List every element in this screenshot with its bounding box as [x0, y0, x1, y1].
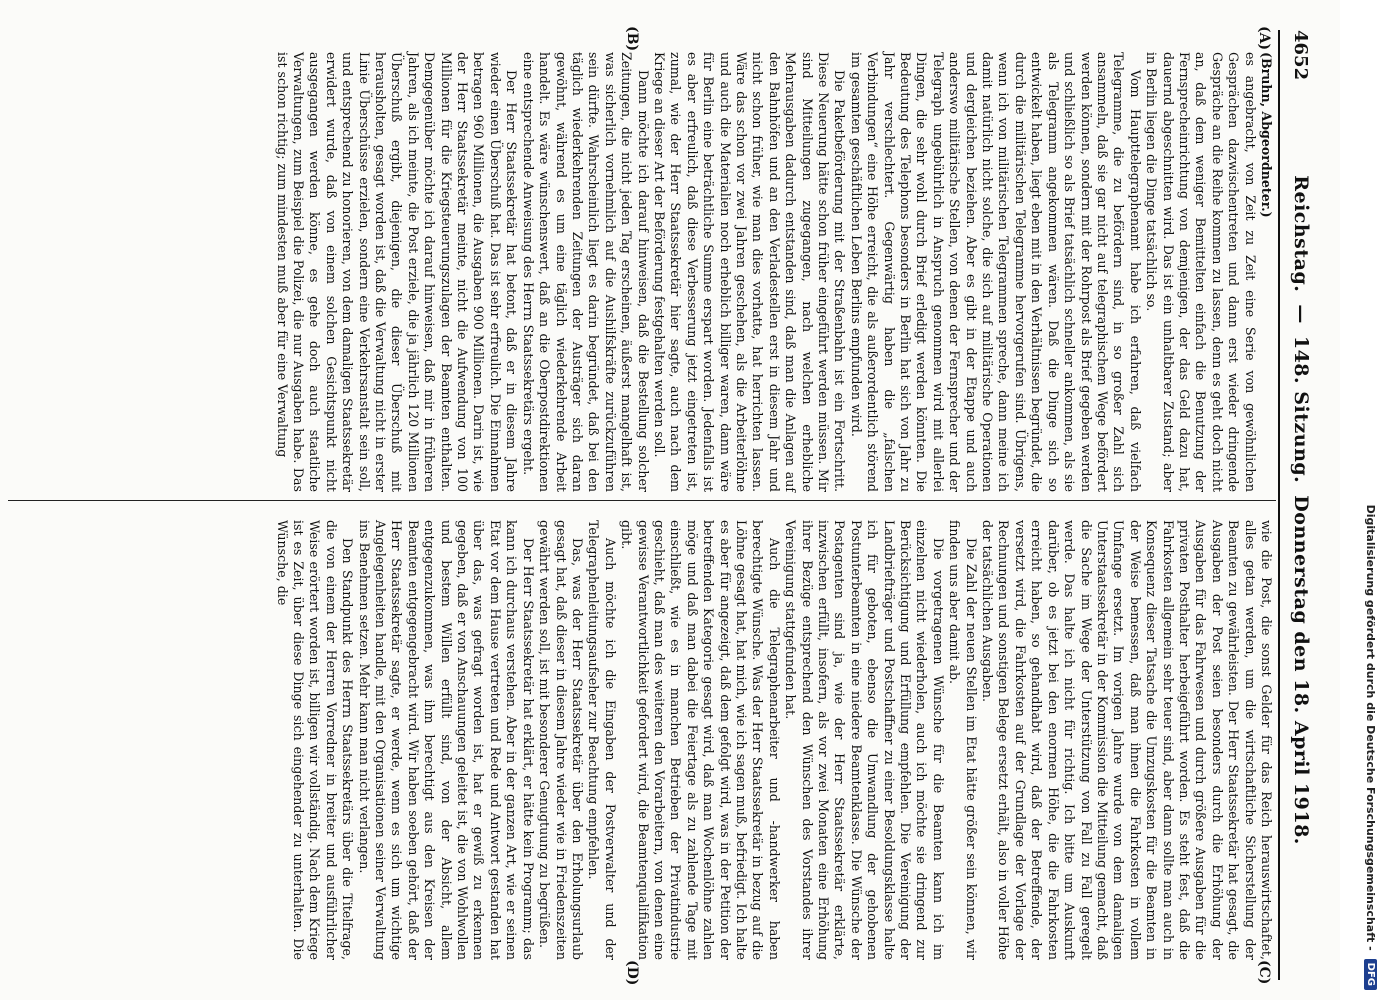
credit-text: Digitalisierung gefördert durch die Deutsche Forschungsgemeinschaft - — [1364, 504, 1378, 951]
paragraph: Den Standpunkt des Herrn Staatssekretärs über die Titelfrage, die von einem der Herren Vorredner in breiter und ausführlicher Weise erörtert worden ist, billigen wir vollständig. Nach dem Kriege ist es Zeit, über diese Dinge sich eingehender zu unterhalten. Die Wünsche, die — [274, 520, 356, 960]
header-rule — [1278, 30, 1280, 980]
paragraph: wie die Post, die sonst Gelder für das Reich herauswirtschaftet, alles getan werden, um die wirtschaftliche Sicherstellung der Beamten zu gewährleisten. Der Herr Staatssekretär hat gesagt, die Ausgaben der Post seien besonders durch die Erhöhung der Ausgaben für das Fahrwesen und durch größere Ausgaben für die privaten Posthalter herbeigeführt worden. Es steht fest, daß die Fahrkosten allgemein sehr teuer sind, aber dann sollte man auch in Konsequenz dieser Tatsache die Umzugskosten für die Beamten in der Weise bemessen, daß man ihnen die Fahrkosten in vollem Umfange ersetzt. Im vorigen Jahre wurde von dem damaligen Unterstaatssekretär in der Kommission die Mitteilung gemacht, daß die Sache im Wege der Unterstützung von Fall zu Fall geregelt werde. Das halte ich nicht für richtig. Ich bitte um Auskunft darüber, ob es jetzt bei den enormen Höhe, die die Fahrkosten erreicht haben, so gehandhabt wird, daß der Betreffende, der versetzt wird, die Fahrkosten auf der Grundlage der Vorlage der Rechnungen und sonstigen Belege ersetzt erhält, also in voller Höhe der tatsächlichen Ausgaben. — [980, 520, 1274, 960]
paragraph: Der Herr Staatssekretär hat betont, daß er in diesem Jahre wieder einen Überschuß hat. Das ist sehr erfreulich. Die Einnahmen betragen 960 Millionen, die Ausgaben 900 Millionen. Darin ist, wie der Herr Staatssekretär meinte, nicht die Aufwendung von 100 Millionen für die Kriegsteuerungszulagen der Beamten enthalten. Demgegenüber möchte ich darauf hinweisen, daß mir in früheren Jahren, als ich meinte, die Post erziele, die ja jährlich 120 Millionen Überschuß ergibt, diejenigen, die dieser Überschuß mit herausholten, gesagt worden ist, daß die Verwaltung nicht in erster Linie Überschüsse erzielen, sondern eine Verkehrsanstalt sein soll, und entsprechend zu honorieren, von dem damaligen Staatssekretär erwidert wurde, daß von einem solchen Gesichtspunkt nicht ausgegangen werden könne, es gehe doch auch staatliche Verwaltungen, zum Beispiel die Polizei, die nur Ausgaben habe. Das ist schon richtig; zum mindesten muß aber für eine Verwaltung — [274, 52, 520, 492]
header-date: Donnerstag den 18. April 1918. — [1290, 495, 1312, 845]
margin-marker-a: (A) — [1256, 26, 1272, 51]
right-column — [273, 520, 1274, 960]
header-title — [1290, 169, 1312, 851]
page-number: 4652 — [1290, 30, 1312, 81]
header-reichstag: Reichstag. — [1290, 175, 1312, 293]
dfg-logo: DFG — [1365, 959, 1378, 990]
digitization-credit — [1360, 10, 1382, 990]
paragraph: Die vorgetragenen Wünsche für die Beamten kann ich im einzelnen nicht wiederholen, auch ich möchte sie dringend zur Berücksichtigung und Erfüllung empfehlen. Die Vereinigung der Landbriefträger und Postschaffner zu einer Besoldungsklasse halte ich für geboten, ebenso die Umwandlung der gehobenen Postunterbeamten in eine niedere Beamtenklasse. Die Wünsche der Postagenten sind ja, wie der Herr Staatssekretär erklärte, inzwischen erfüllt, insofern, als vor zwei Monaten eine Erhöhung ihrer Bezüge entsprechend den Wünschen des Vorstandes ihrer Vereinigung stattgefunden hat. — [783, 520, 946, 960]
page-header — [1284, 30, 1318, 980]
margin-marker-d: (D) — [624, 960, 640, 986]
margin-marker-b: (B) — [624, 26, 640, 52]
paragraph: Auch die Telegraphenarbeiter und -handwerker haben berechtigte Wünsche. Was der Herr Staatssekretär in bezug auf die Löhne gesagt hat, hat mich, wie ich sagen muß, befriedigt. Ich halte es aber für angezeigt, daß dem gefolgt wird, was in der Petition der betreffenden Kategorie gesagt wird, daß man Wochenlöhne zahlen möge und daß man dabei die Feiertage als zu zahlende Tage mit einschließt, wie es in manchen Betrieben der Privatindustrie geschieht, daß man des weiteren den Vorarbeitern, von denen eine gewisse Verantwortlichkeit gefordert wird, die Beamtenqualifikation gibt. — [619, 520, 782, 960]
header-dash: — — [1290, 304, 1312, 324]
speaker-note: (Bruhn, Abgeordneter.) — [1259, 52, 1274, 218]
left-column — [273, 52, 1274, 492]
paragraph: Die Zahl der neuen Stellen im Etat hätte größer sein können, wir finden uns aber damit ab. — [947, 520, 979, 960]
paragraph: Die Paketbeförderung mit der Straßenbahn ist ein Fortschritt. Diese Neuerung hätte schon früher eingeführt werden müssen. Mir sind Mitteilungen zugegangen, nach welchen erhebliche Mehrausgaben dadurch entstanden sind, daß man die Anlagen auf den Bahnhöfen und an den Verladestellen erst in diesem Jahr und nicht schon früher, wie man dies vorhatte, hat herrichten lassen. Wäre das schon vor zwei Jahren geschehen, als die Arbeiterlöhne und auch die Materialien noch erheblich billiger waren, dann wäre für Berlin eine beträchtliche Summe erspart worden. Jedenfalls ist es aber erfreulich, daß diese Verbesserung jetzt eingetreten ist, zumal, wie der Herr Staatssekretär hier sagte, auch nach dem Kriege an dieser Art der Beförderung festgehalten werden soll. — [651, 52, 848, 492]
header-session: 148. Sitzung. — [1290, 335, 1312, 484]
paragraph: Das, was der Herr Staatssekretär über den Erholungsurlaub gesagt hat, daß dieser in diesem Jahre wieder wie in Friedenszeiten gewährt werden soll, ist mit besonderer Genugtuung zu begrüßen. — [537, 520, 585, 960]
paragraph: Dann möchte ich darauf hinweisen, daß die Bestellung solcher Zeitungen, die nicht jeden Tag erscheinen, äußerst mangelhaft ist, was sicherlich vornehmlich auf die Aushilfskräfte zurückzuführen sein dürfte. Wahrscheinlich liegt es darin begründet, daß bei den täglich wiederkehrenden Zeitungen der Austräger sich daran gewöhnt, während es um eine täglich wiederkehrende Arbeit handelt. Es wäre wünschenswert, daß an die Oberpostdirektionen eine entsprechende Anweisung des Herrn Staatssekretärs ergeht. — [520, 52, 651, 492]
paragraph: es angebracht, von Zeit zu Zeit eine Serie von gewöhnlichen Gesprächen dazwischentreten und dann erst wieder dringende Gespräche an die Reihe kommen zu lassen, denn es geht doch nicht an, daß dem weniger Bemittelten einfach die Benutzung der Fernsprecheinrichtung von demjenigen, der das Geld dazu hat, dauernd abgeschnitten wird. Das ist ein unhaltbarer Zustand; aber in Berlin liegen die Dinge tatsächlich so. — [1144, 52, 1258, 492]
column-divider — [8, 500, 1276, 501]
paragraph: Auch möchte ich die Eingaben der Postverwalter und der Telegraphenleitungsaufseher zur Beachtung empfehlen. — [586, 520, 618, 960]
paragraph: Der Herr Staatssekretär hat erklärt, er hätte kein Programm; das kann ich durchaus verstehen. Aber in der ganzen Art, wie er seinen Etat vor dem Hause vertreten und Rede und Antwort gestanden hat über das, was gefragt worden ist, hat er gewiß zu erkennen gegeben, daß er von Anschauungen geleitet ist, die von Wohlwollen und bestem Willen erfüllt sind, von der Absicht, allem entgegenzukommen, was ihm berechtigt aus den Kreisen der Beamten entgegengebracht wird. Wir haben soeben gehört, daß der Herr Staatssekretär sagte, er werde, wenn es sich um wichtige Angelegenheiten handle, mit den Organisationen seiner Verwaltung ins Benehmen setzen. Mehr kann man nicht verlangen. — [356, 520, 536, 960]
paragraph: Vom Haupttelegraphenamt habe ich erfahren, daß vielfach Telegramme, die zu befördern sind, in so großer Zahl sich ansammeln, daß sie gar nicht auf telegraphischem Wege befördert werden können, sondern mit der Rohrpost als Brief gegeben werden und schließlich so als Brief tatsächlich schneller ankommen, als sie als Telegramm angekommen wären. Daß die Dinge sich so entwickelt haben, liegt eben mit in den Verhältnissen begründet, die durch die militärischen Telegramme hervorgerufen sind. Übrigens, wenn ich von militärischen Telegrammen spreche, dann meine ich damit natürlich nicht solche, die sich auf militärische Operationen und dergleichen beziehen. Aber es gibt in der Etappe und auch anderswo militärische Stellen, von denen der Fernsprecher und der Telegraph ungebührlich in Anspruch genommen wird mit allerlei Dingen, die sehr wohl durch Brief erledigt werden könnten. Die Bedeutung des Telephons besonders in Berlin hat sich von Jahr zu Jahr verschlechtert. Gegenwärtig haben die „falschen Verbindungen“ eine Höhe erreicht, die als außerordentlich störend im gesamten geschäftlichen Leben Berlins empfunden wird. — [848, 52, 1143, 492]
margin-marker-c: (C) — [1256, 960, 1272, 985]
